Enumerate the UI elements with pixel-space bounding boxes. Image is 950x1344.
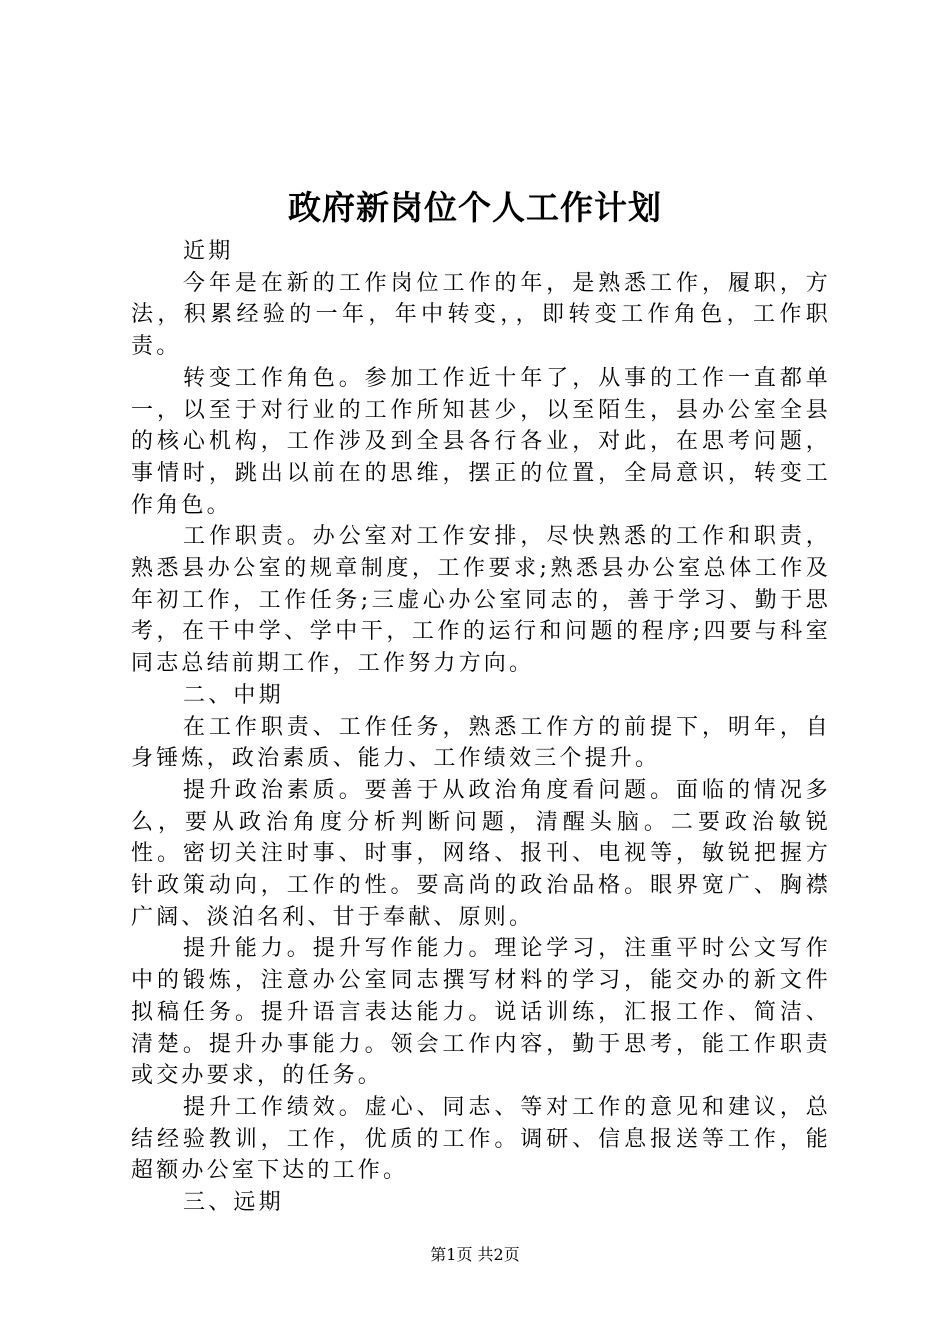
document-body bbox=[131, 236, 831, 1219]
paragraph: 在工作职责、工作任务，熟悉工作方的前提下，明年，自身锤炼，政治素质、能力、工作绩效三个提升。 bbox=[131, 714, 831, 772]
paragraph: 今年是在新的工作岗位工作的年，是熟悉工作，履职，方法，积累经验的一年，年中转变，，即转变工作角色，工作职责。 bbox=[131, 270, 831, 360]
paragraph: 提升政治素质。要善于从政治角度看问题。面临的情况多么，要从政治角度分析判断问题，清醒头脑。二要政治敏锐性。密切关注时事、时事，网络、报刊、电视等，敏锐把握方针政策动向，工作的性。要高尚的政治品格。眼界宽广、胸襟广阔、淡泊名利、甘于奉献、原则。 bbox=[131, 777, 831, 930]
paragraph: 提升能力。提升写作能力。理论学习，注重平时公文写作中的锻炼，注意办公室同志撰写材料的学习，能交办的新文件拟稿任务。提升语言表达能力。说话训练，汇报工作、简洁、清楚。提升办事能力。领会工作内容，勤于思考，能工作职责或交办要求，的任务。 bbox=[131, 936, 831, 1089]
paragraph: 工作职责。办公室对工作安排，尽快熟悉的工作和职责，熟悉县办公室的规章制度，工作要求;熟悉县办公室总体工作及年初工作，工作任务;三虚心办公室同志的，善于学习、勤于思考，在干中学、学中干，工作的运行和问题的程序;四要与科室同志总结前期工作，工作努力方向。 bbox=[131, 524, 831, 677]
document-title: 政府新岗位个人工作计划 bbox=[288, 188, 662, 227]
paragraph: 转变工作角色。参加工作近十年了，从事的工作一直都单一，以至于对行业的工作所知甚少，以至陌生，县办公室全县的核心机构，工作涉及到全县各行各业，对此，在思考问题，事情时，跳出以前在的思维，摆正的位置，全局意识，转变工作角色。 bbox=[131, 365, 831, 518]
paragraph: 提升工作绩效。虚心、同志、等对工作的意见和建议，总结经验教训，工作，优质的工作。调研、信息报送等工作，能超额办公室下达的工作。 bbox=[131, 1094, 831, 1184]
paragraph: 近期 bbox=[183, 239, 234, 264]
paragraph: 二、中期 bbox=[183, 682, 284, 708]
page-footer: 第1页 共2页 bbox=[430, 1245, 520, 1264]
paragraph: 三、远期 bbox=[183, 1190, 284, 1216]
